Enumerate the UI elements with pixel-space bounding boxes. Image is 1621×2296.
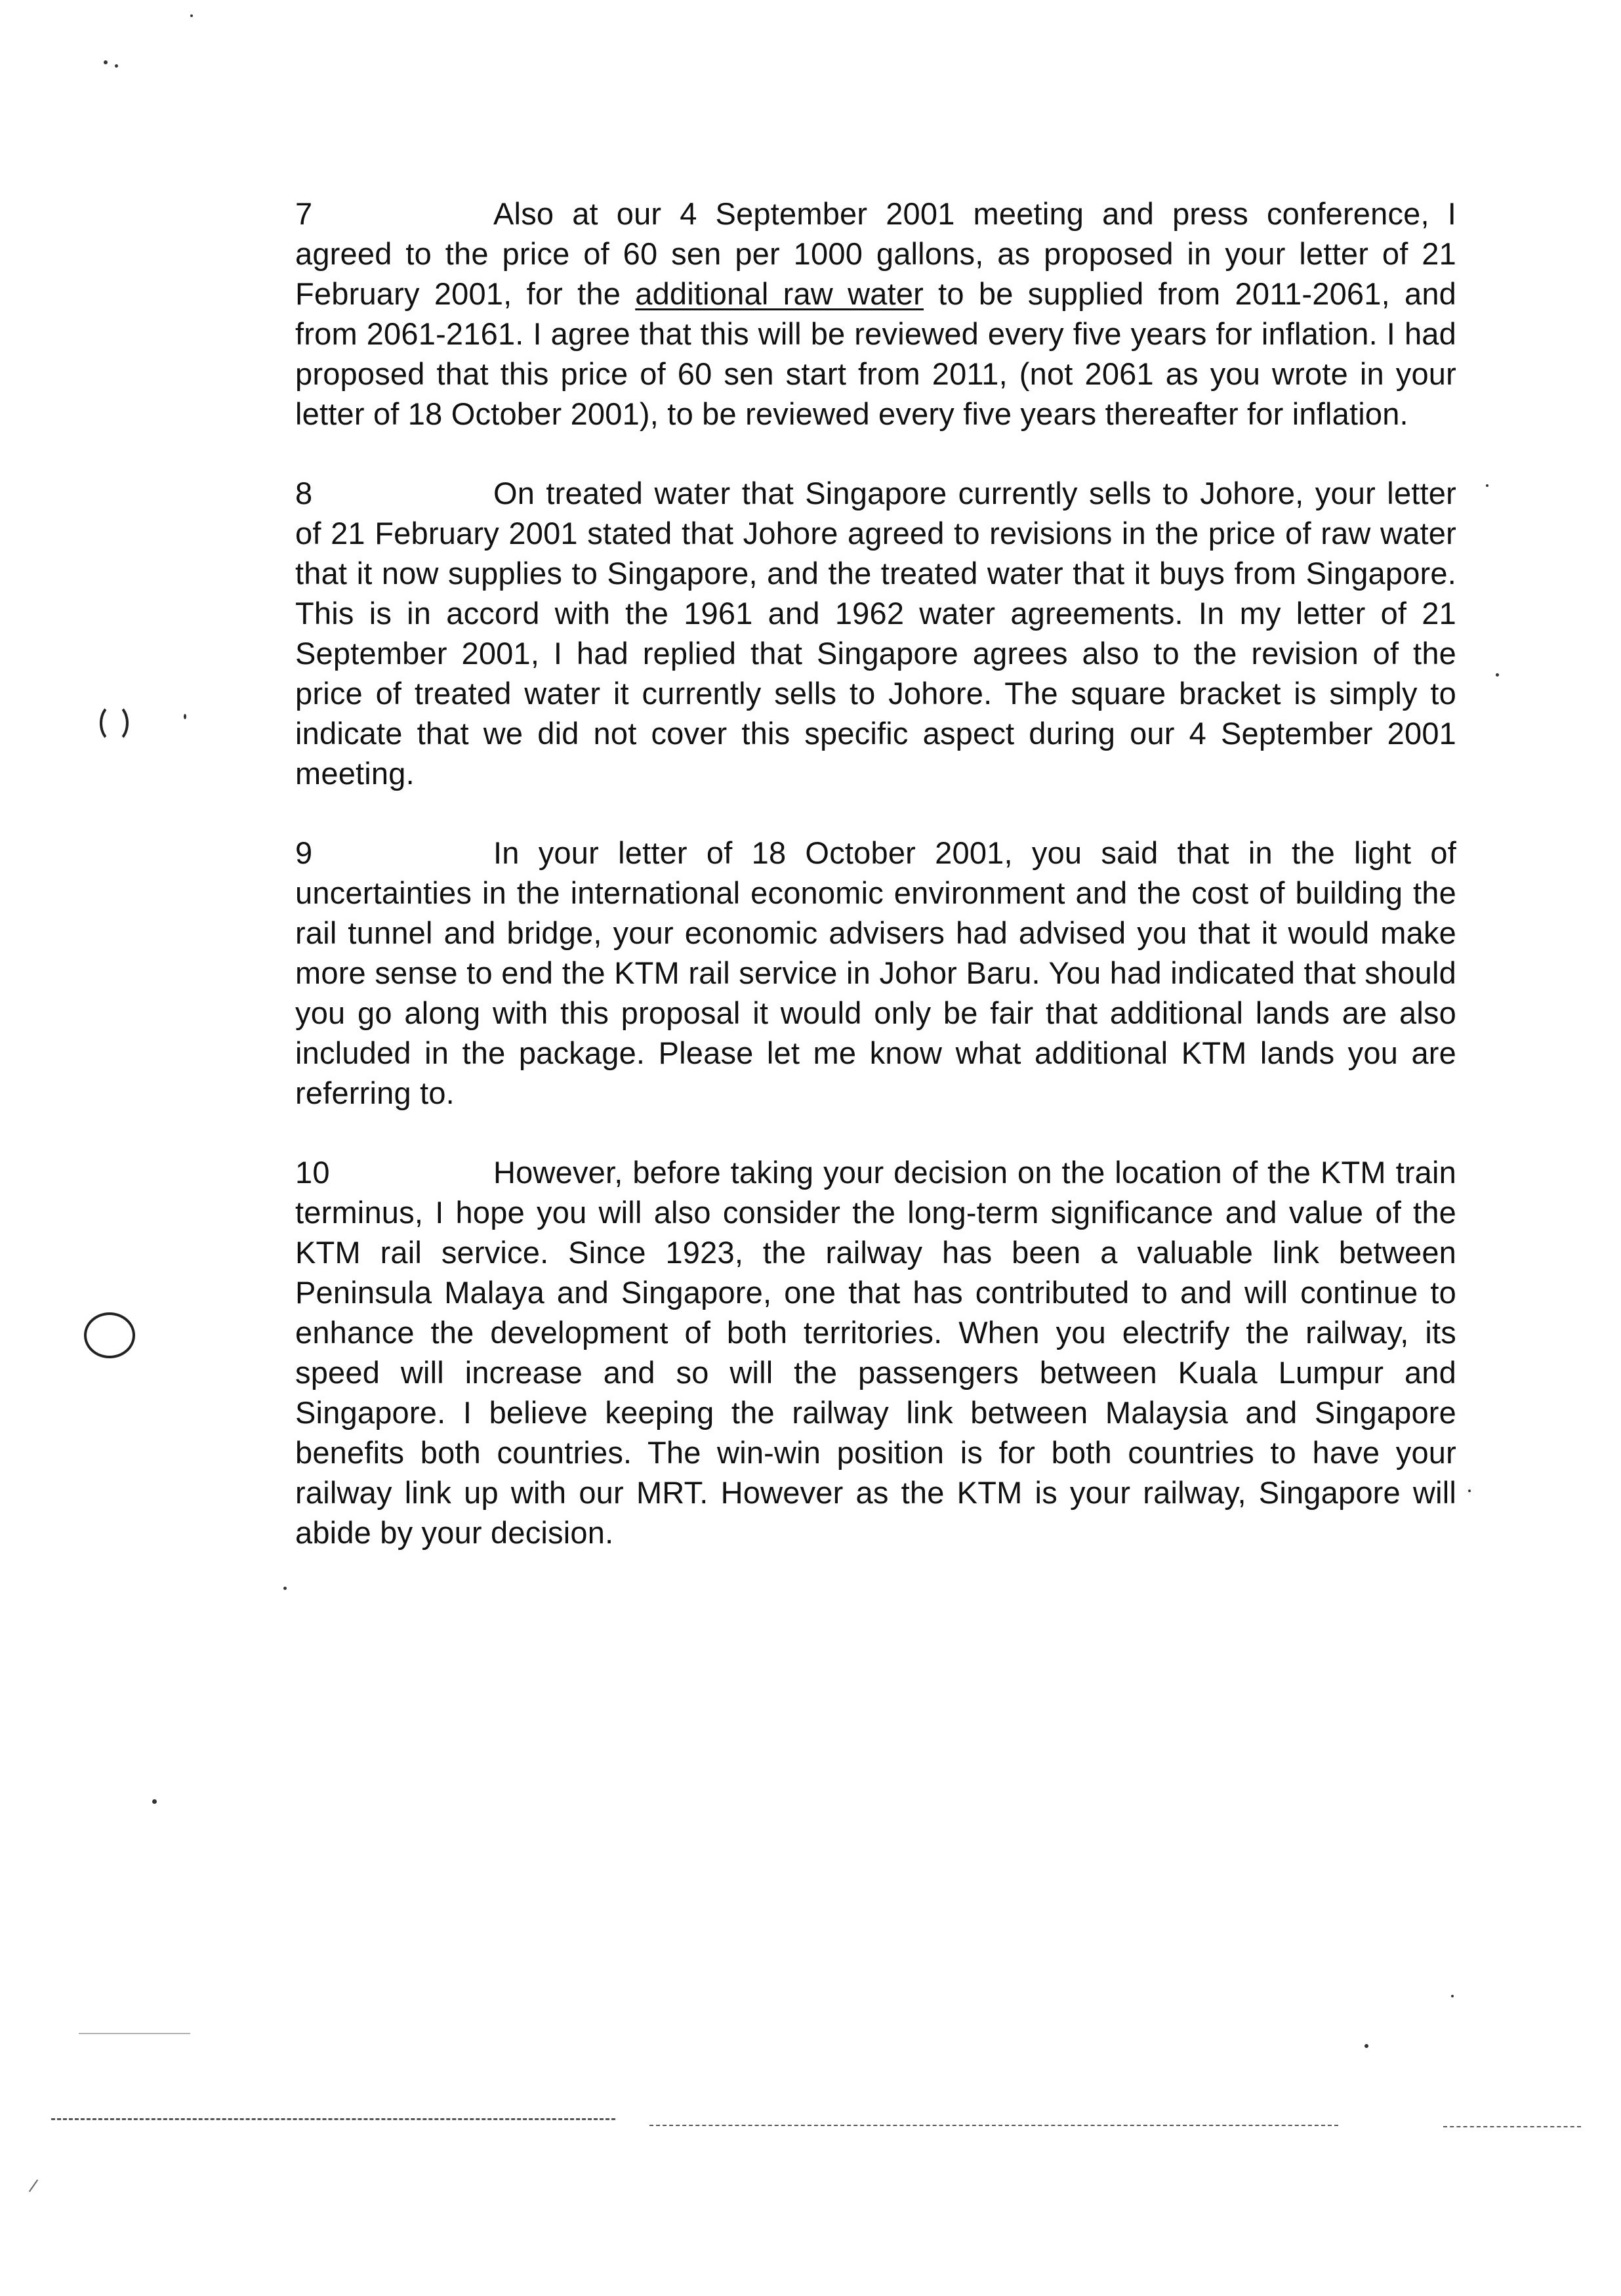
paragraph-9 <box>295 833 1456 1113</box>
paragraph-text: However, before taking your decision on the location of the KTM train terminus, I hope you will also consider the long-term significance and value of the KTM rail service. Since 1923, the railway has been a valuable link between Peninsula Malaya and Singapore, one that has contributed to and will continue to enhance the development of both territories. When you electrify the railway, its speed will increase and so will the passengers between Kuala Lumpur and Singapore. I believe keeping the railway link between Malaysia and Singapore benefits both countries. The win-win position is for both countries to have your railway link up with our MRT. However as the KTM is your railway, Singapore will abide by your decision. <box>295 1155 1456 1550</box>
paragraph-number: 9 <box>295 835 313 870</box>
scan-stray-mark <box>29 2179 38 2192</box>
punch-hole <box>84 1312 135 1358</box>
punch-hole-mark <box>100 703 129 743</box>
scan-speck <box>1486 484 1488 487</box>
scan-speck <box>1451 1995 1454 1997</box>
scan-speck <box>115 64 118 68</box>
paragraph-number: 7 <box>295 196 313 231</box>
paragraph-7 <box>295 194 1456 434</box>
paragraph-8 <box>295 473 1456 793</box>
scan-smudge <box>79 2033 190 2034</box>
paragraph-number: 10 <box>295 1155 330 1190</box>
scan-speck <box>184 714 186 719</box>
scan-dashed-line <box>1443 2126 1581 2127</box>
paragraph-number: 8 <box>295 476 313 511</box>
paragraph-text: Also at our 4 September 2001 meeting and press conference, I agreed to the price of 60 sen per 1000 gallons, as proposed in your letter of 21 February 2001, for the <box>295 196 1456 311</box>
paragraph-text: to be supplied from 2011-2061, and from 2061-2161. I agree that this will be reviewed every five years for inflation. I had proposed that this price of 60 sen start from 2011, (not 2061 as you wrote in your letter of 18 October 2001), to be reviewed every five years thereafter for inflation. <box>295 276 1457 431</box>
scan-speck <box>104 60 108 64</box>
letter-body <box>295 194 1456 1592</box>
scan-speck <box>1496 673 1499 677</box>
scan-speck <box>190 14 193 17</box>
scan-speck <box>152 1799 157 1804</box>
scan-dashed-line <box>649 2125 1338 2126</box>
scan-dashed-line <box>51 2118 615 2120</box>
paragraph-10 <box>295 1152 1456 1553</box>
paragraph-text: On treated water that Singapore currently sells to Johore, your letter of 21 February 2001 stated that Johore agreed to revisions in the price of raw water that it now supplies to Singapore, and the treated water that it buys from Singapore. This is in accord with the 1961 and 1962 water agreements. In my letter of 21 September 2001, I had replied that Singapore agrees also to the revision of the price of treated water it currently sells to Johore. The square bracket is simply to indicate that we did not cover this specific aspect during our 4 September 2001 meeting. <box>295 476 1456 791</box>
scan-speck <box>1365 2044 1368 2048</box>
scan-speck <box>1468 1490 1471 1492</box>
scan-speck <box>283 1587 287 1590</box>
underlined-phrase: additional raw water <box>635 276 924 311</box>
paragraph-text: In your letter of 18 October 2001, you said that in the light of uncertainties in the international economic environment and the cost of building the rail tunnel and bridge, your economic advisers had advised you that it would make more sense to end the KTM rail service in Johor Baru. You had indicated that should you go along with this proposal it would only be fair that additional lands are also included in the package. Please let me know what additional KTM lands you are referring to. <box>295 835 1456 1110</box>
